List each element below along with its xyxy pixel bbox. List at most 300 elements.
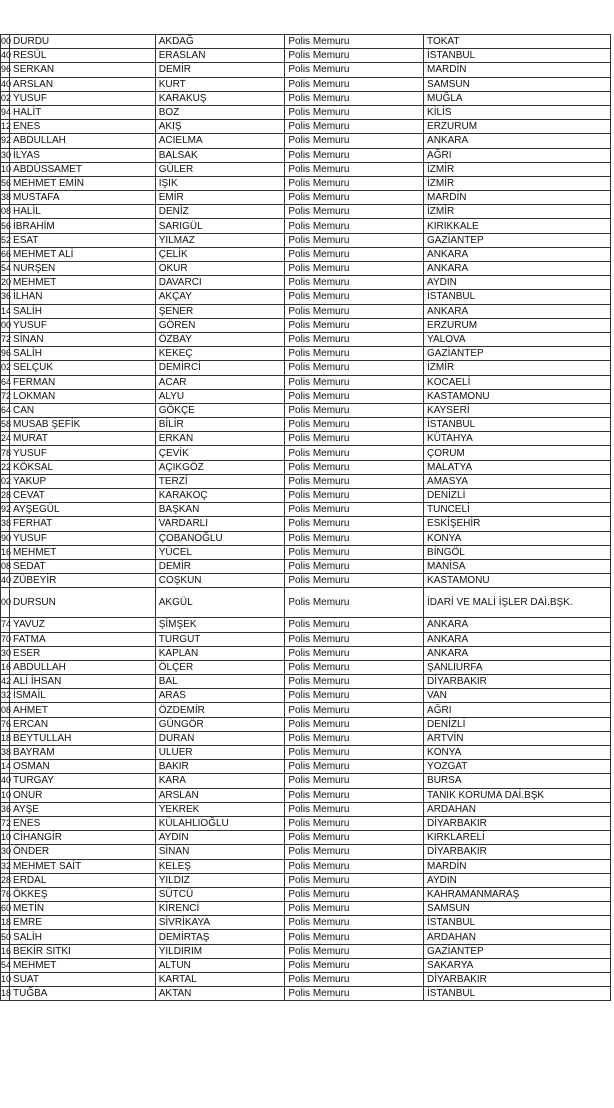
first-name-cell: İBRAHİM	[10, 219, 156, 233]
first-name-cell: YUSUF	[10, 446, 156, 460]
table-row	[1, 760, 611, 774]
row-number-cell: 38	[1, 746, 10, 760]
row-number-cell: 02	[1, 91, 10, 105]
last-name-cell: YEKREK	[155, 802, 285, 816]
last-name-cell: AYDIN	[155, 831, 285, 845]
last-name-cell: COŞKUN	[155, 574, 285, 588]
table-row	[1, 660, 611, 674]
title-cell: Polis Memuru	[285, 531, 424, 545]
last-name-cell: ACAR	[155, 375, 285, 389]
table-row	[1, 35, 611, 49]
title-cell: Polis Memuru	[285, 873, 424, 887]
last-name-cell: KARTAL	[155, 973, 285, 987]
last-name-cell: BAŞKAN	[155, 503, 285, 517]
first-name-cell: ESAT	[10, 233, 156, 247]
title-cell: Polis Memuru	[285, 35, 424, 49]
city-cell: İDARİ VE MALİ İŞLER DAİ.BŞK.	[424, 588, 611, 618]
last-name-cell: OKUR	[155, 262, 285, 276]
title-cell: Polis Memuru	[285, 49, 424, 63]
table-row	[1, 845, 611, 859]
last-name-cell: EMİR	[155, 191, 285, 205]
first-name-cell: ONUR	[10, 788, 156, 802]
title-cell: Polis Memuru	[285, 205, 424, 219]
title-cell: Polis Memuru	[285, 432, 424, 446]
title-cell: Polis Memuru	[285, 403, 424, 417]
title-cell: Polis Memuru	[285, 545, 424, 559]
row-number-cell: 02	[1, 474, 10, 488]
row-number-cell: 72	[1, 816, 10, 830]
table-row	[1, 632, 611, 646]
row-number-cell: 38	[1, 517, 10, 531]
title-cell: Polis Memuru	[285, 987, 424, 1001]
row-number-cell: 02	[1, 361, 10, 375]
last-name-cell: ACIELMA	[155, 134, 285, 148]
title-cell: Polis Memuru	[285, 774, 424, 788]
table-row	[1, 902, 611, 916]
table-row	[1, 559, 611, 573]
row-number-cell: 10	[1, 831, 10, 845]
table-row	[1, 49, 611, 63]
last-name-cell: KARAKOÇ	[155, 489, 285, 503]
first-name-cell: MEHMET	[10, 958, 156, 972]
city-cell: KONYA	[424, 746, 611, 760]
title-cell: Polis Memuru	[285, 559, 424, 573]
city-cell: MARDİN	[424, 63, 611, 77]
row-number-cell: 64	[1, 403, 10, 417]
last-name-cell: GÖKÇE	[155, 403, 285, 417]
table-row	[1, 233, 611, 247]
row-number-cell: 50	[1, 930, 10, 944]
last-name-cell: SİVRİKAYA	[155, 916, 285, 930]
table-row	[1, 987, 611, 1001]
table-row	[1, 262, 611, 276]
city-cell: KAYSERİ	[424, 403, 611, 417]
first-name-cell: MUSAB ŞEFİK	[10, 418, 156, 432]
row-number-cell: 32	[1, 859, 10, 873]
last-name-cell: DURAN	[155, 731, 285, 745]
row-number-cell: 18	[1, 987, 10, 1001]
title-cell: Polis Memuru	[285, 290, 424, 304]
city-cell: KIRIKKALE	[424, 219, 611, 233]
table-row	[1, 120, 611, 134]
last-name-cell: GÜNGÖR	[155, 717, 285, 731]
city-cell: AYDIN	[424, 276, 611, 290]
city-cell: ÇORUM	[424, 446, 611, 460]
city-cell: İZMİR	[424, 162, 611, 176]
first-name-cell: YUSUF	[10, 318, 156, 332]
title-cell: Polis Memuru	[285, 389, 424, 403]
first-name-cell: SİNAN	[10, 332, 156, 346]
row-number-cell: 74	[1, 618, 10, 632]
row-number-cell: 22	[1, 460, 10, 474]
title-cell: Polis Memuru	[285, 233, 424, 247]
row-number-cell: 56	[1, 176, 10, 190]
table-row	[1, 191, 611, 205]
last-name-cell: DEMİR	[155, 559, 285, 573]
table-row	[1, 574, 611, 588]
last-name-cell: DEMİRCİ	[155, 361, 285, 375]
row-number-cell: 90	[1, 531, 10, 545]
first-name-cell: İLYAS	[10, 148, 156, 162]
title-cell: Polis Memuru	[285, 276, 424, 290]
table-row	[1, 77, 611, 91]
table-row	[1, 588, 611, 618]
last-name-cell: GÜLER	[155, 162, 285, 176]
title-cell: Polis Memuru	[285, 845, 424, 859]
row-number-cell: 70	[1, 632, 10, 646]
city-cell: İZMİR	[424, 176, 611, 190]
table-row	[1, 973, 611, 987]
first-name-cell: ERCAN	[10, 717, 156, 731]
table-row	[1, 134, 611, 148]
first-name-cell: MEHMET EMİN	[10, 176, 156, 190]
personnel-rows	[1, 35, 611, 1001]
first-name-cell: FERMAN	[10, 375, 156, 389]
first-name-cell: ÖNDER	[10, 845, 156, 859]
title-cell: Polis Memuru	[285, 304, 424, 318]
city-cell: DENİZLİ	[424, 489, 611, 503]
last-name-cell: BİLİR	[155, 418, 285, 432]
city-cell: MUĞLA	[424, 91, 611, 105]
title-cell: Polis Memuru	[285, 63, 424, 77]
city-cell: KIRKLARELİ	[424, 831, 611, 845]
title-cell: Polis Memuru	[285, 91, 424, 105]
row-number-cell: 72	[1, 389, 10, 403]
city-cell: KONYA	[424, 531, 611, 545]
title-cell: Polis Memuru	[285, 361, 424, 375]
first-name-cell: SERKAN	[10, 63, 156, 77]
table-row	[1, 746, 611, 760]
first-name-cell: ENES	[10, 120, 156, 134]
city-cell: İSTANBUL	[424, 290, 611, 304]
title-cell: Polis Memuru	[285, 887, 424, 901]
table-row	[1, 361, 611, 375]
city-cell: ŞANLIURFA	[424, 660, 611, 674]
row-number-cell: 96	[1, 63, 10, 77]
first-name-cell: TUĞBA	[10, 987, 156, 1001]
row-number-cell: 92	[1, 503, 10, 517]
table-row	[1, 887, 611, 901]
title-cell: Polis Memuru	[285, 760, 424, 774]
table-row	[1, 460, 611, 474]
first-name-cell: DURDU	[10, 35, 156, 49]
city-cell: ANKARA	[424, 262, 611, 276]
city-cell: KASTAMONU	[424, 574, 611, 588]
title-cell: Polis Memuru	[285, 375, 424, 389]
last-name-cell: ÖZBAY	[155, 332, 285, 346]
title-cell: Polis Memuru	[285, 703, 424, 717]
title-cell: Polis Memuru	[285, 162, 424, 176]
title-cell: Polis Memuru	[285, 262, 424, 276]
row-number-cell: 76	[1, 887, 10, 901]
title-cell: Polis Memuru	[285, 689, 424, 703]
city-cell: TANIK KORUMA DAİ.BŞK	[424, 788, 611, 802]
last-name-cell: YILDIZ	[155, 873, 285, 887]
row-number-cell: 64	[1, 375, 10, 389]
title-cell: Polis Memuru	[285, 675, 424, 689]
last-name-cell: ARAS	[155, 689, 285, 703]
title-cell: Polis Memuru	[285, 503, 424, 517]
table-row	[1, 489, 611, 503]
table-row	[1, 717, 611, 731]
last-name-cell: ALYU	[155, 389, 285, 403]
city-cell: ERZURUM	[424, 318, 611, 332]
title-cell: Polis Memuru	[285, 646, 424, 660]
row-number-cell: 96	[1, 347, 10, 361]
row-number-cell: 54	[1, 262, 10, 276]
city-cell: DİYARBAKIR	[424, 675, 611, 689]
row-number-cell: 28	[1, 489, 10, 503]
last-name-cell: KÜLAHLIOĞLU	[155, 816, 285, 830]
title-cell: Polis Memuru	[285, 219, 424, 233]
personnel-list	[0, 34, 611, 1001]
table-row	[1, 816, 611, 830]
first-name-cell: ERDAL	[10, 873, 156, 887]
row-number-cell: 36	[1, 290, 10, 304]
row-number-cell: 14	[1, 760, 10, 774]
city-cell: İZMİR	[424, 361, 611, 375]
last-name-cell: KAPLAN	[155, 646, 285, 660]
first-name-cell: FATMA	[10, 632, 156, 646]
table-row	[1, 618, 611, 632]
city-cell: AĞRI	[424, 148, 611, 162]
city-cell: ARDAHAN	[424, 930, 611, 944]
last-name-cell: BAL	[155, 675, 285, 689]
first-name-cell: MEHMET	[10, 545, 156, 559]
table-row	[1, 446, 611, 460]
row-number-cell: 42	[1, 675, 10, 689]
table-row	[1, 646, 611, 660]
city-cell: ANKARA	[424, 618, 611, 632]
table-row	[1, 162, 611, 176]
city-cell: ANKARA	[424, 646, 611, 660]
title-cell: Polis Memuru	[285, 717, 424, 731]
table-row	[1, 930, 611, 944]
first-name-cell: LOKMAN	[10, 389, 156, 403]
title-cell: Polis Memuru	[285, 731, 424, 745]
city-cell: BURSA	[424, 774, 611, 788]
city-cell: İSTANBUL	[424, 916, 611, 930]
city-cell: ARTVİN	[424, 731, 611, 745]
table-row	[1, 689, 611, 703]
row-number-cell: 10	[1, 788, 10, 802]
city-cell: YALOVA	[424, 332, 611, 346]
last-name-cell: ÖZDEMİR	[155, 703, 285, 717]
row-number-cell: 00	[1, 318, 10, 332]
title-cell: Polis Memuru	[285, 446, 424, 460]
row-number-cell: 56	[1, 219, 10, 233]
last-name-cell: ÖLÇER	[155, 660, 285, 674]
city-cell: DİYARBAKIR	[424, 845, 611, 859]
title-cell: Polis Memuru	[285, 418, 424, 432]
first-name-cell: CİHANGİR	[10, 831, 156, 845]
table-row	[1, 247, 611, 261]
table-row	[1, 63, 611, 77]
title-cell: Polis Memuru	[285, 574, 424, 588]
first-name-cell: NURŞEN	[10, 262, 156, 276]
last-name-cell: ÇOBANOĞLU	[155, 531, 285, 545]
city-cell: MALATYA	[424, 460, 611, 474]
last-name-cell: AKIŞ	[155, 120, 285, 134]
first-name-cell: ÖKKEŞ	[10, 887, 156, 901]
first-name-cell: ZÜBEYİR	[10, 574, 156, 588]
last-name-cell: ŞİMŞEK	[155, 618, 285, 632]
city-cell: ANKARA	[424, 134, 611, 148]
title-cell: Polis Memuru	[285, 120, 424, 134]
first-name-cell: ESER	[10, 646, 156, 660]
city-cell: TOKAT	[424, 35, 611, 49]
row-number-cell: 20	[1, 276, 10, 290]
city-cell: ANKARA	[424, 247, 611, 261]
first-name-cell: ENES	[10, 816, 156, 830]
city-cell: İZMİR	[424, 205, 611, 219]
title-cell: Polis Memuru	[285, 831, 424, 845]
table-row	[1, 318, 611, 332]
title-cell: Polis Memuru	[285, 191, 424, 205]
first-name-cell: MEHMET ALİ	[10, 247, 156, 261]
first-name-cell: YUSUF	[10, 91, 156, 105]
last-name-cell: AKÇAY	[155, 290, 285, 304]
last-name-cell: SİNAN	[155, 845, 285, 859]
title-cell: Polis Memuru	[285, 134, 424, 148]
table-row	[1, 148, 611, 162]
city-cell: VAN	[424, 689, 611, 703]
table-row	[1, 290, 611, 304]
title-cell: Polis Memuru	[285, 517, 424, 531]
first-name-cell: İSMAİL	[10, 689, 156, 703]
row-number-cell: 00	[1, 35, 10, 49]
last-name-cell: IŞIK	[155, 176, 285, 190]
last-name-cell: SÜTCÜ	[155, 887, 285, 901]
personnel-table	[0, 34, 611, 1001]
title-cell: Polis Memuru	[285, 347, 424, 361]
table-row	[1, 389, 611, 403]
last-name-cell: KURT	[155, 77, 285, 91]
city-cell: TUNCELİ	[424, 503, 611, 517]
table-row	[1, 802, 611, 816]
table-row	[1, 91, 611, 105]
city-cell: BİNGÖL	[424, 545, 611, 559]
table-row	[1, 332, 611, 346]
city-cell: MARDİN	[424, 859, 611, 873]
last-name-cell: ÇELİK	[155, 247, 285, 261]
first-name-cell: MEHMET	[10, 276, 156, 290]
first-name-cell: SUAT	[10, 973, 156, 987]
last-name-cell: ÇEVİK	[155, 446, 285, 460]
row-number-cell: 58	[1, 418, 10, 432]
city-cell: SAKARYA	[424, 958, 611, 972]
city-cell: İSTANBUL	[424, 418, 611, 432]
last-name-cell: ERASLAN	[155, 49, 285, 63]
first-name-cell: MUSTAFA	[10, 191, 156, 205]
table-row	[1, 958, 611, 972]
table-row	[1, 873, 611, 887]
table-row	[1, 205, 611, 219]
last-name-cell: BOZ	[155, 105, 285, 119]
city-cell: YOZGAT	[424, 760, 611, 774]
title-cell: Polis Memuru	[285, 489, 424, 503]
first-name-cell: AYŞE	[10, 802, 156, 816]
row-number-cell: 40	[1, 574, 10, 588]
row-number-cell: 16	[1, 660, 10, 674]
city-cell: İSTANBUL	[424, 987, 611, 1001]
row-number-cell: 16	[1, 545, 10, 559]
first-name-cell: MURAT	[10, 432, 156, 446]
first-name-cell: ABDULLAH	[10, 134, 156, 148]
first-name-cell: ARSLAN	[10, 77, 156, 91]
last-name-cell: BAKIR	[155, 760, 285, 774]
row-number-cell: 66	[1, 247, 10, 261]
last-name-cell: TURGUT	[155, 632, 285, 646]
title-cell: Polis Memuru	[285, 802, 424, 816]
city-cell: ANKARA	[424, 304, 611, 318]
row-number-cell: 30	[1, 148, 10, 162]
first-name-cell: SALİH	[10, 930, 156, 944]
last-name-cell: YÜCEL	[155, 545, 285, 559]
city-cell: KÜTAHYA	[424, 432, 611, 446]
first-name-cell: RESÜL	[10, 49, 156, 63]
row-number-cell: 40	[1, 77, 10, 91]
city-cell: GAZİANTEP	[424, 233, 611, 247]
title-cell: Polis Memuru	[285, 973, 424, 987]
last-name-cell: SARIGÜL	[155, 219, 285, 233]
last-name-cell: BALSAK	[155, 148, 285, 162]
first-name-cell: HALİL	[10, 205, 156, 219]
title-cell: Polis Memuru	[285, 460, 424, 474]
city-cell: SAMSUN	[424, 902, 611, 916]
city-cell: KASTAMONU	[424, 389, 611, 403]
row-number-cell: 40	[1, 49, 10, 63]
table-row	[1, 517, 611, 531]
table-row	[1, 375, 611, 389]
last-name-cell: KARA	[155, 774, 285, 788]
title-cell: Polis Memuru	[285, 588, 424, 618]
table-row	[1, 859, 611, 873]
title-cell: Polis Memuru	[285, 632, 424, 646]
city-cell: DİYARBAKIR	[424, 973, 611, 987]
last-name-cell: DAVARCI	[155, 276, 285, 290]
first-name-cell: DURSUN	[10, 588, 156, 618]
last-name-cell: KİRENCİ	[155, 902, 285, 916]
first-name-cell: HALİT	[10, 105, 156, 119]
row-number-cell: 14	[1, 304, 10, 318]
title-cell: Polis Memuru	[285, 859, 424, 873]
title-cell: Polis Memuru	[285, 148, 424, 162]
table-row	[1, 105, 611, 119]
title-cell: Polis Memuru	[285, 247, 424, 261]
row-number-cell: 30	[1, 845, 10, 859]
title-cell: Polis Memuru	[285, 788, 424, 802]
table-row	[1, 474, 611, 488]
row-number-cell: 52	[1, 233, 10, 247]
title-cell: Polis Memuru	[285, 746, 424, 760]
first-name-cell: AHMET	[10, 703, 156, 717]
table-row	[1, 418, 611, 432]
first-name-cell: SEDAT	[10, 559, 156, 573]
city-cell: DENİZLİ	[424, 717, 611, 731]
row-number-cell: 10	[1, 973, 10, 987]
last-name-cell: AKDAĞ	[155, 35, 285, 49]
title-cell: Polis Memuru	[285, 944, 424, 958]
city-cell: KOCAELİ	[424, 375, 611, 389]
city-cell: DİYARBAKIR	[424, 816, 611, 830]
table-row	[1, 432, 611, 446]
table-row	[1, 944, 611, 958]
last-name-cell: DEMİRTAŞ	[155, 930, 285, 944]
first-name-cell: OSMAN	[10, 760, 156, 774]
title-cell: Polis Memuru	[285, 958, 424, 972]
last-name-cell: KELEŞ	[155, 859, 285, 873]
